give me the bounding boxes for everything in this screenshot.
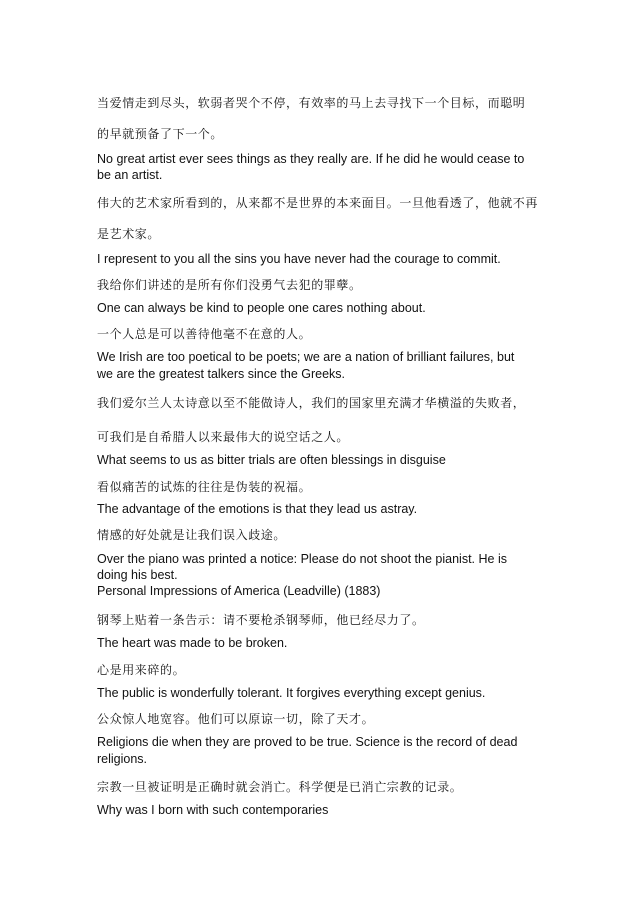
text-line: 心是用来碎的。 [97,663,186,677]
text-line: What seems to us as bitter trials are often blessings in disguise [97,453,446,467]
text-line: Over the piano was printed a notice: Please do not shoot the pianist. He is [97,552,507,566]
text-line: Personal Impressions of America (Leadville) (1883) [97,584,381,598]
text-line: 可我们是自希腊人以来最伟大的说空话之人。 [97,430,350,444]
text-line: The heart was made to be broken. [97,636,288,650]
text-line: Why was I born with such contemporaries [97,803,329,817]
text-line: be an artist. [97,168,163,182]
text-line: No great artist ever sees things as they really are. If he did he would cease to [97,152,525,166]
text-line: 我们爱尔兰人太诗意以至不能做诗人，我们的国家里充满才华横溢的失败者， [97,396,526,410]
text-line: We Irish are too poetical to be poets; we are a nation of brilliant failures, but [97,350,515,364]
text-line: 的早就预备了下一个。 [97,127,224,141]
text-line: 公众惊人地宽容。他们可以原谅一切，除了天才。 [97,712,375,726]
text-line: 一个人总是可以善待他毫不在意的人。 [97,327,312,341]
text-line: 是艺术家。 [97,227,161,241]
text-line: religions. [97,752,148,766]
text-line: 伟大的艺术家所看到的，从来都不是世界的本来面目。一旦他看透了，他就不再 [97,196,539,210]
text-line: The public is wonderfully tolerant. It forgives everything except genius. [97,686,486,700]
text-line: One can always be kind to people one cares nothing about. [97,301,426,315]
text-line: The advantage of the emotions is that they lead us astray. [97,502,418,516]
text-line: Religions die when they are proved to be true. Science is the record of dead [97,735,518,749]
text-line: I represent to you all the sins you have never had the courage to commit. [97,252,501,266]
text-line: we are the greatest talkers since the Greeks. [97,367,346,381]
text-line: 情感的好处就是让我们误入歧途。 [97,528,287,542]
text-line: 宗教一旦被证明是正确时就会消亡。科学便是已消亡宗教的记录。 [97,780,463,794]
text-line: 看似痛苦的试炼的往往是伪装的祝福。 [97,480,312,494]
text-line: doing his best. [97,568,178,582]
text-line: 当爱情走到尽头，软弱者哭个不停，有效率的马上去寻找下一个目标，而聪明 [97,96,526,110]
text-line: 我给你们讲述的是所有你们没勇气去犯的罪孽。 [97,278,362,292]
text-line: 钢琴上贴着一条告示：请不要枪杀钢琴师，他已经尽力了。 [97,613,425,627]
